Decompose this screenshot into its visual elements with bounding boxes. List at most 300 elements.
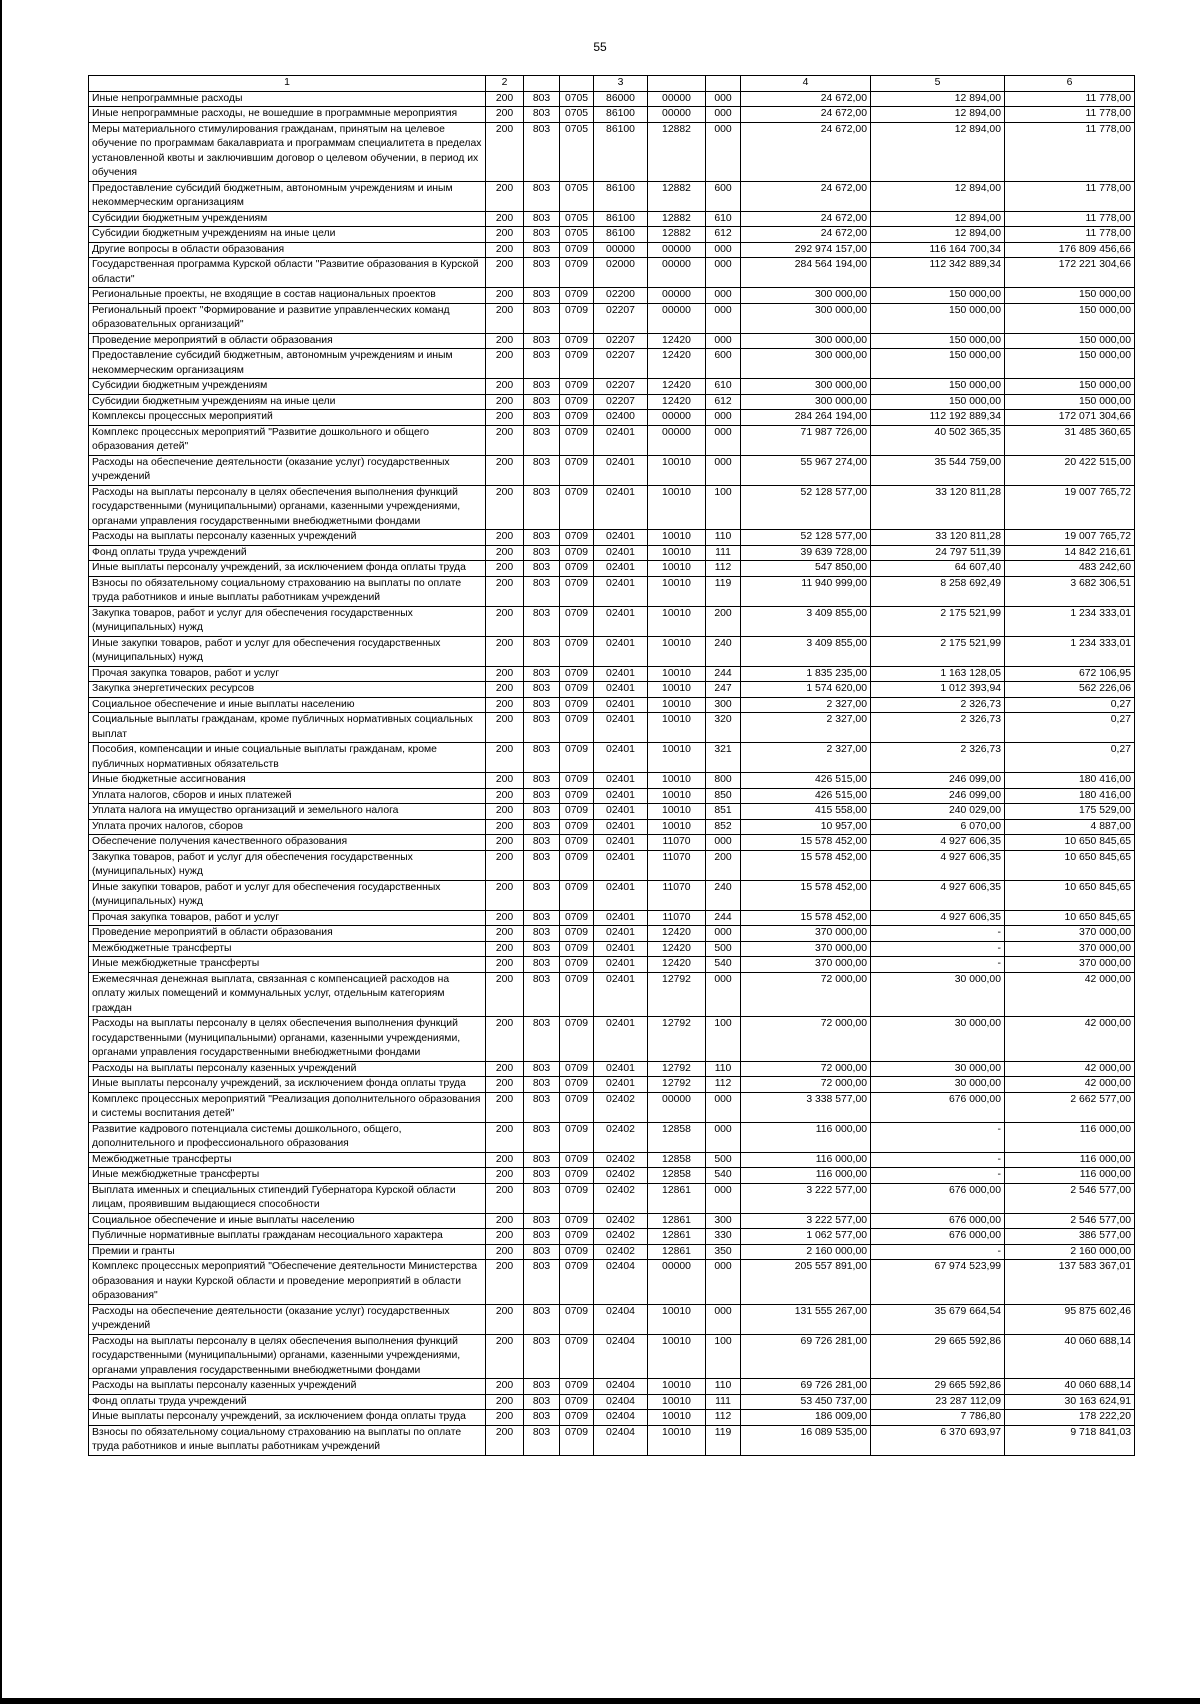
amount-col6-cell: 178 222,20 — [1005, 1410, 1135, 1426]
expense-type-cell: 000 — [706, 410, 741, 426]
direction-code-cell: 12792 — [648, 1017, 706, 1062]
admin-code-cell: 200 — [486, 910, 524, 926]
table-row — [89, 773, 1135, 789]
admin-code-cell: 200 — [486, 606, 524, 636]
section-code-cell: 0709 — [560, 1077, 594, 1093]
amount-col5-cell: 35 679 664,54 — [871, 1304, 1005, 1334]
table-row — [89, 1152, 1135, 1168]
direction-code-cell: 00000 — [648, 242, 706, 258]
direction-code-cell: 12420 — [648, 349, 706, 379]
section-code-cell: 0709 — [560, 941, 594, 957]
direction-code-cell: 10010 — [648, 682, 706, 698]
ministry-code-cell: 803 — [524, 1152, 560, 1168]
amount-col5-cell: - — [871, 957, 1005, 973]
amount-col5-cell: 33 120 811,28 — [871, 530, 1005, 546]
header-col-6: 6 — [1005, 76, 1135, 92]
row-name-cell: Комплексы процессных мероприятий — [89, 410, 486, 426]
section-code-cell: 0709 — [560, 743, 594, 773]
row-name-cell: Уплата прочих налогов, сборов — [89, 819, 486, 835]
program-code-cell: 02207 — [594, 333, 648, 349]
amount-col4-cell: 116 000,00 — [741, 1168, 871, 1184]
ministry-code-cell: 803 — [524, 1168, 560, 1184]
amount-col6-cell: 2 160 000,00 — [1005, 1244, 1135, 1260]
section-code-cell: 0709 — [560, 394, 594, 410]
ministry-code-cell: 803 — [524, 410, 560, 426]
direction-code-cell: 10010 — [648, 1410, 706, 1426]
amount-col4-cell: 16 089 535,00 — [741, 1425, 871, 1455]
amount-col4-cell: 300 000,00 — [741, 288, 871, 304]
direction-code-cell: 12420 — [648, 941, 706, 957]
row-name-cell: Пособия, компенсации и иные социальные выплаты гражданам, кроме публичных нормативных обязательств — [89, 743, 486, 773]
amount-col6-cell: 370 000,00 — [1005, 941, 1135, 957]
expense-type-cell: 110 — [706, 1061, 741, 1077]
program-code-cell: 02404 — [594, 1425, 648, 1455]
ministry-code-cell: 803 — [524, 1244, 560, 1260]
section-code-cell: 0709 — [560, 1410, 594, 1426]
table-row — [89, 1334, 1135, 1379]
amount-col6-cell: 150 000,00 — [1005, 288, 1135, 304]
program-code-cell: 02402 — [594, 1092, 648, 1122]
admin-code-cell: 200 — [486, 122, 524, 181]
table-row — [89, 1229, 1135, 1245]
row-name-cell: Фонд оплаты труда учреждений — [89, 1394, 486, 1410]
program-code-cell: 86100 — [594, 227, 648, 243]
program-code-cell: 86000 — [594, 91, 648, 107]
admin-code-cell: 200 — [486, 455, 524, 485]
table-row — [89, 1394, 1135, 1410]
row-name-cell: Прочая закупка товаров, работ и услуг — [89, 666, 486, 682]
program-code-cell: 02402 — [594, 1183, 648, 1213]
admin-code-cell: 200 — [486, 181, 524, 211]
amount-col6-cell: 2 546 577,00 — [1005, 1183, 1135, 1213]
ministry-code-cell: 803 — [524, 910, 560, 926]
ministry-code-cell: 803 — [524, 1394, 560, 1410]
expense-type-cell: 540 — [706, 1168, 741, 1184]
amount-col5-cell: 150 000,00 — [871, 288, 1005, 304]
section-code-cell: 0709 — [560, 972, 594, 1017]
admin-code-cell: 200 — [486, 1152, 524, 1168]
table-row — [89, 227, 1135, 243]
section-code-cell: 0709 — [560, 1168, 594, 1184]
program-code-cell: 02207 — [594, 303, 648, 333]
amount-col4-cell: 1 574 620,00 — [741, 682, 871, 698]
expense-type-cell: 240 — [706, 880, 741, 910]
table-row — [89, 394, 1135, 410]
section-code-cell: 0709 — [560, 606, 594, 636]
amount-col6-cell: 4 887,00 — [1005, 819, 1135, 835]
direction-code-cell: 10010 — [648, 743, 706, 773]
admin-code-cell: 200 — [486, 850, 524, 880]
ministry-code-cell: 803 — [524, 835, 560, 851]
table-row — [89, 682, 1135, 698]
admin-code-cell: 200 — [486, 303, 524, 333]
admin-code-cell: 200 — [486, 773, 524, 789]
page-number: 55 — [593, 40, 607, 54]
amount-col4-cell: 547 850,00 — [741, 561, 871, 577]
program-code-cell: 86100 — [594, 211, 648, 227]
direction-code-cell: 10010 — [648, 606, 706, 636]
amount-col5-cell: 24 797 511,39 — [871, 545, 1005, 561]
row-name-cell: Комплекс процессных мероприятий "Реализация дополнительного образования и системы воспитания детей" — [89, 1092, 486, 1122]
program-code-cell: 02401 — [594, 926, 648, 942]
ministry-code-cell: 803 — [524, 606, 560, 636]
amount-col5-cell: 33 120 811,28 — [871, 485, 1005, 530]
program-code-cell: 02401 — [594, 835, 648, 851]
amount-col5-cell: 29 665 592,86 — [871, 1379, 1005, 1395]
amount-col4-cell: 72 000,00 — [741, 972, 871, 1017]
amount-col5-cell: 23 287 112,09 — [871, 1394, 1005, 1410]
amount-col6-cell: 176 809 456,66 — [1005, 242, 1135, 258]
amount-col4-cell: 2 327,00 — [741, 697, 871, 713]
program-code-cell: 02401 — [594, 697, 648, 713]
ministry-code-cell: 803 — [524, 530, 560, 546]
direction-code-cell: 12420 — [648, 379, 706, 395]
direction-code-cell: 11070 — [648, 850, 706, 880]
table-row — [89, 425, 1135, 455]
direction-code-cell: 10010 — [648, 697, 706, 713]
row-name-cell: Субсидии бюджетным учреждениям на иные цели — [89, 227, 486, 243]
expense-type-cell: 612 — [706, 394, 741, 410]
section-code-cell: 0709 — [560, 773, 594, 789]
program-code-cell: 02400 — [594, 410, 648, 426]
row-name-cell: Иные межбюджетные трансферты — [89, 957, 486, 973]
admin-code-cell: 200 — [486, 957, 524, 973]
ministry-code-cell: 803 — [524, 425, 560, 455]
header-col-1: 1 — [89, 76, 486, 92]
admin-code-cell: 200 — [486, 1077, 524, 1093]
amount-col5-cell: 30 000,00 — [871, 972, 1005, 1017]
amount-col5-cell: 4 927 606,35 — [871, 910, 1005, 926]
admin-code-cell: 200 — [486, 410, 524, 426]
row-name-cell: Прочая закупка товаров, работ и услуг — [89, 910, 486, 926]
table-row — [89, 1077, 1135, 1093]
row-name-cell: Закупка товаров, работ и услуг для обеспечения государственных (муниципальных) нужд — [89, 606, 486, 636]
program-code-cell: 02402 — [594, 1152, 648, 1168]
expense-type-cell: 111 — [706, 1394, 741, 1410]
direction-code-cell: 12792 — [648, 1061, 706, 1077]
section-code-cell: 0709 — [560, 1213, 594, 1229]
amount-col5-cell: 4 927 606,35 — [871, 835, 1005, 851]
expense-type-cell: 000 — [706, 258, 741, 288]
program-code-cell: 02402 — [594, 1229, 648, 1245]
expense-type-cell: 240 — [706, 636, 741, 666]
amount-col5-cell: 40 502 365,35 — [871, 425, 1005, 455]
amount-col6-cell: 31 485 360,65 — [1005, 425, 1135, 455]
amount-col4-cell: 3 338 577,00 — [741, 1092, 871, 1122]
program-code-cell: 02404 — [594, 1304, 648, 1334]
row-name-cell: Проведение мероприятий в области образования — [89, 926, 486, 942]
admin-code-cell: 200 — [486, 1122, 524, 1152]
amount-col5-cell: 29 665 592,86 — [871, 1334, 1005, 1379]
section-code-cell: 0709 — [560, 682, 594, 698]
program-code-cell: 02401 — [594, 788, 648, 804]
ministry-code-cell: 803 — [524, 819, 560, 835]
row-name-cell: Уплата налогов, сборов и иных платежей — [89, 788, 486, 804]
table-row — [89, 349, 1135, 379]
expense-type-cell: 000 — [706, 242, 741, 258]
admin-code-cell: 200 — [486, 1379, 524, 1395]
amount-col5-cell: 6 070,00 — [871, 819, 1005, 835]
ministry-code-cell: 803 — [524, 349, 560, 379]
direction-code-cell: 10010 — [648, 1304, 706, 1334]
amount-col4-cell: 292 974 157,00 — [741, 242, 871, 258]
program-code-cell: 02000 — [594, 258, 648, 288]
ministry-code-cell: 803 — [524, 455, 560, 485]
direction-code-cell: 12792 — [648, 1077, 706, 1093]
program-code-cell: 02404 — [594, 1394, 648, 1410]
row-name-cell: Иные закупки товаров, работ и услуг для обеспечения государственных (муниципальных) нужд — [89, 880, 486, 910]
expense-type-cell: 000 — [706, 122, 741, 181]
admin-code-cell: 200 — [486, 697, 524, 713]
expense-type-cell: 540 — [706, 957, 741, 973]
program-code-cell: 86100 — [594, 107, 648, 123]
amount-col6-cell: 116 000,00 — [1005, 1122, 1135, 1152]
amount-col5-cell: 150 000,00 — [871, 379, 1005, 395]
row-name-cell: Иные бюджетные ассигнования — [89, 773, 486, 789]
amount-col4-cell: 15 578 452,00 — [741, 880, 871, 910]
row-name-cell: Региональный проект "Формирование и развитие управленческих команд образовательных организаций" — [89, 303, 486, 333]
program-code-cell: 02401 — [594, 530, 648, 546]
program-code-cell: 02401 — [594, 1077, 648, 1093]
program-code-cell: 02404 — [594, 1260, 648, 1305]
expense-type-cell: 330 — [706, 1229, 741, 1245]
direction-code-cell: 11070 — [648, 835, 706, 851]
ministry-code-cell: 803 — [524, 804, 560, 820]
section-code-cell: 0709 — [560, 1092, 594, 1122]
amount-col6-cell: 10 650 845,65 — [1005, 910, 1135, 926]
ministry-code-cell: 803 — [524, 1061, 560, 1077]
table-row — [89, 941, 1135, 957]
amount-col6-cell: 172 071 304,66 — [1005, 410, 1135, 426]
scan-left-edge — [0, 0, 2, 1704]
ministry-code-cell: 803 — [524, 1410, 560, 1426]
direction-code-cell: 11070 — [648, 910, 706, 926]
table-row — [89, 1168, 1135, 1184]
admin-code-cell: 200 — [486, 666, 524, 682]
direction-code-cell: 10010 — [648, 455, 706, 485]
row-name-cell: Субсидии бюджетным учреждениям — [89, 379, 486, 395]
program-code-cell: 02401 — [594, 666, 648, 682]
row-name-cell: Расходы на выплаты персоналу в целях обеспечения выполнения функций государственными (муниципальными) органами, казенными учреждениями, органами управления государственными внебюджетными фондами — [89, 1334, 486, 1379]
row-name-cell: Социальное обеспечение и иные выплаты населению — [89, 697, 486, 713]
row-name-cell: Расходы на выплаты персоналу казенных учреждений — [89, 1379, 486, 1395]
amount-col5-cell: 150 000,00 — [871, 333, 1005, 349]
expense-type-cell: 000 — [706, 107, 741, 123]
section-code-cell: 0709 — [560, 576, 594, 606]
amount-col6-cell: 0,27 — [1005, 713, 1135, 743]
table-row — [89, 850, 1135, 880]
admin-code-cell: 200 — [486, 1334, 524, 1379]
section-code-cell: 0705 — [560, 122, 594, 181]
section-code-cell: 0709 — [560, 410, 594, 426]
amount-col4-cell: 116 000,00 — [741, 1152, 871, 1168]
ministry-code-cell: 803 — [524, 713, 560, 743]
table-row — [89, 576, 1135, 606]
amount-col4-cell: 186 009,00 — [741, 1410, 871, 1426]
admin-code-cell: 200 — [486, 880, 524, 910]
ministry-code-cell: 803 — [524, 107, 560, 123]
program-code-cell: 02401 — [594, 957, 648, 973]
amount-col6-cell: 150 000,00 — [1005, 379, 1135, 395]
amount-col6-cell: 42 000,00 — [1005, 1017, 1135, 1062]
table-row — [89, 804, 1135, 820]
amount-col6-cell: 40 060 688,14 — [1005, 1379, 1135, 1395]
direction-code-cell: 10010 — [648, 485, 706, 530]
amount-col6-cell: 1 234 333,01 — [1005, 636, 1135, 666]
amount-col5-cell: 246 099,00 — [871, 773, 1005, 789]
ministry-code-cell: 803 — [524, 211, 560, 227]
direction-code-cell: 12861 — [648, 1183, 706, 1213]
amount-col5-cell: 12 894,00 — [871, 122, 1005, 181]
admin-code-cell: 200 — [486, 288, 524, 304]
row-name-cell: Публичные нормативные выплаты гражданам несоциального характера — [89, 1229, 486, 1245]
section-code-cell: 0709 — [560, 1304, 594, 1334]
amount-col4-cell: 2 160 000,00 — [741, 1244, 871, 1260]
table-row — [89, 545, 1135, 561]
section-code-cell: 0709 — [560, 788, 594, 804]
admin-code-cell: 200 — [486, 530, 524, 546]
section-code-cell: 0709 — [560, 485, 594, 530]
expense-type-cell: 000 — [706, 1183, 741, 1213]
section-code-cell: 0709 — [560, 1425, 594, 1455]
amount-col5-cell: 64 607,40 — [871, 561, 1005, 577]
section-code-cell: 0709 — [560, 804, 594, 820]
expense-type-cell: 320 — [706, 713, 741, 743]
amount-col4-cell: 24 672,00 — [741, 107, 871, 123]
section-code-cell: 0705 — [560, 211, 594, 227]
section-code-cell: 0709 — [560, 835, 594, 851]
row-name-cell: Взносы по обязательному социальному страхованию на выплаты по оплате труда работников и иные выплаты работникам учреждений — [89, 576, 486, 606]
ministry-code-cell: 803 — [524, 1304, 560, 1334]
program-code-cell: 02401 — [594, 804, 648, 820]
amount-col4-cell: 24 672,00 — [741, 91, 871, 107]
expense-type-cell: 000 — [706, 972, 741, 1017]
admin-code-cell: 200 — [486, 1213, 524, 1229]
expense-type-cell: 000 — [706, 1122, 741, 1152]
admin-code-cell: 200 — [486, 1017, 524, 1062]
row-name-cell: Другие вопросы в области образования — [89, 242, 486, 258]
admin-code-cell: 200 — [486, 1092, 524, 1122]
table-row — [89, 303, 1135, 333]
table-row — [89, 788, 1135, 804]
admin-code-cell: 200 — [486, 926, 524, 942]
expense-type-cell: 111 — [706, 545, 741, 561]
amount-col4-cell: 415 558,00 — [741, 804, 871, 820]
amount-col5-cell: 30 000,00 — [871, 1017, 1005, 1062]
row-name-cell: Иные непрограммные расходы — [89, 91, 486, 107]
amount-col4-cell: 116 000,00 — [741, 1122, 871, 1152]
direction-code-cell: 12420 — [648, 926, 706, 942]
direction-code-cell: 00000 — [648, 1092, 706, 1122]
direction-code-cell: 12420 — [648, 957, 706, 973]
amount-col4-cell: 24 672,00 — [741, 181, 871, 211]
admin-code-cell: 200 — [486, 682, 524, 698]
table-row — [89, 697, 1135, 713]
section-code-cell: 0709 — [560, 880, 594, 910]
table-row — [89, 1061, 1135, 1077]
direction-code-cell: 12420 — [648, 333, 706, 349]
amount-col6-cell: 150 000,00 — [1005, 303, 1135, 333]
section-code-cell: 0709 — [560, 1334, 594, 1379]
ministry-code-cell: 803 — [524, 258, 560, 288]
table-row — [89, 258, 1135, 288]
amount-col4-cell: 300 000,00 — [741, 303, 871, 333]
direction-code-cell: 12861 — [648, 1229, 706, 1245]
direction-code-cell: 10010 — [648, 1425, 706, 1455]
table-row — [89, 485, 1135, 530]
section-code-cell: 0709 — [560, 561, 594, 577]
section-code-cell: 0709 — [560, 1061, 594, 1077]
amount-col5-cell: 12 894,00 — [871, 91, 1005, 107]
amount-col6-cell: 180 416,00 — [1005, 788, 1135, 804]
header-col-2: 2 — [486, 76, 524, 92]
amount-col5-cell: 2 175 521,99 — [871, 606, 1005, 636]
ministry-code-cell: 803 — [524, 957, 560, 973]
program-code-cell: 02401 — [594, 576, 648, 606]
amount-col4-cell: 2 327,00 — [741, 713, 871, 743]
amount-col5-cell: 12 894,00 — [871, 107, 1005, 123]
amount-col5-cell: 12 894,00 — [871, 181, 1005, 211]
ministry-code-cell: 803 — [524, 394, 560, 410]
ministry-code-cell: 803 — [524, 972, 560, 1017]
program-code-cell: 02401 — [594, 819, 648, 835]
expense-type-cell: 200 — [706, 606, 741, 636]
amount-col5-cell: 676 000,00 — [871, 1229, 1005, 1245]
section-code-cell: 0709 — [560, 666, 594, 682]
admin-code-cell: 200 — [486, 1410, 524, 1426]
amount-col5-cell: 240 029,00 — [871, 804, 1005, 820]
amount-col5-cell: 12 894,00 — [871, 227, 1005, 243]
section-code-cell: 0709 — [560, 242, 594, 258]
expense-type-cell: 852 — [706, 819, 741, 835]
amount-col4-cell: 370 000,00 — [741, 941, 871, 957]
amount-col5-cell: 116 164 700,34 — [871, 242, 1005, 258]
row-name-cell: Субсидии бюджетным учреждениям — [89, 211, 486, 227]
direction-code-cell: 00000 — [648, 107, 706, 123]
header-col-3-part — [560, 76, 594, 92]
budget-table — [88, 75, 1135, 1456]
program-code-cell: 86100 — [594, 122, 648, 181]
amount-col4-cell: 53 450 737,00 — [741, 1394, 871, 1410]
amount-col5-cell: 150 000,00 — [871, 394, 1005, 410]
amount-col6-cell: 11 778,00 — [1005, 122, 1135, 181]
row-name-cell: Расходы на выплаты персоналу казенных учреждений — [89, 1061, 486, 1077]
row-name-cell: Иные выплаты персоналу учреждений, за исключением фонда оплаты труда — [89, 1410, 486, 1426]
table-header-row — [89, 76, 1135, 92]
row-name-cell: Межбюджетные трансферты — [89, 941, 486, 957]
amount-col5-cell: 676 000,00 — [871, 1213, 1005, 1229]
ministry-code-cell: 803 — [524, 1122, 560, 1152]
ministry-code-cell: 803 — [524, 545, 560, 561]
program-code-cell: 02401 — [594, 773, 648, 789]
amount-col4-cell: 3 222 577,00 — [741, 1183, 871, 1213]
ministry-code-cell: 803 — [524, 561, 560, 577]
ministry-code-cell: 803 — [524, 379, 560, 395]
amount-col5-cell: 112 342 889,34 — [871, 258, 1005, 288]
section-code-cell: 0709 — [560, 455, 594, 485]
admin-code-cell: 200 — [486, 576, 524, 606]
admin-code-cell: 200 — [486, 788, 524, 804]
amount-col4-cell: 69 726 281,00 — [741, 1334, 871, 1379]
amount-col4-cell: 24 672,00 — [741, 122, 871, 181]
ministry-code-cell: 803 — [524, 636, 560, 666]
amount-col5-cell: - — [871, 1168, 1005, 1184]
row-name-cell: Закупка энергетических ресурсов — [89, 682, 486, 698]
ministry-code-cell: 803 — [524, 1092, 560, 1122]
amount-col6-cell: 19 007 765,72 — [1005, 530, 1135, 546]
program-code-cell: 02401 — [594, 880, 648, 910]
program-code-cell: 02404 — [594, 1410, 648, 1426]
